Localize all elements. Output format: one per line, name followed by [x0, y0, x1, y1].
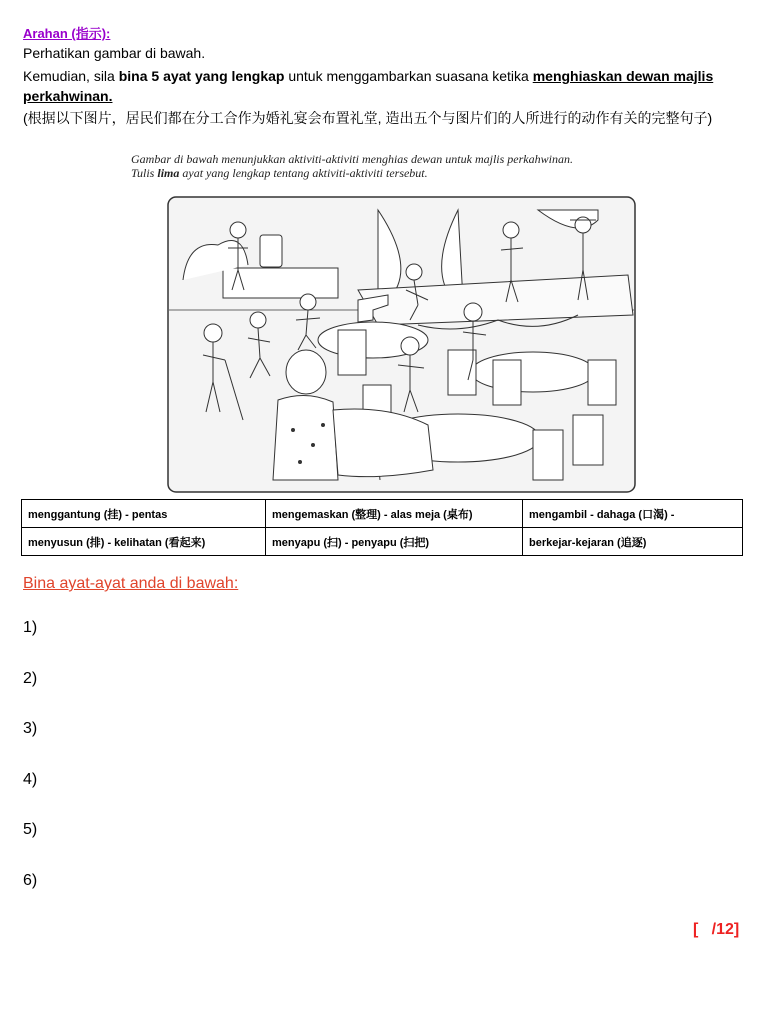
score-box: [ /12]: [693, 921, 740, 938]
answer-line-2[interactable]: 2): [23, 670, 38, 687]
vocab-cell: mengambil - dahaga (口渴) -: [523, 500, 743, 528]
illustration-caption: [131, 152, 573, 180]
caption-text: ayat yang lengkap tentang aktiviti-aktiviti tersebut.: [179, 166, 428, 180]
caption-line-1: Gambar di bawah menunjukkan aktiviti-aktiviti menghias dewan untuk majlis perkahwinan.: [131, 152, 573, 166]
instruction-text: untuk menggambarkan suasana ketika: [284, 68, 533, 84]
instructions-heading: Arahan (指示):: [23, 26, 111, 41]
table-row: [22, 528, 743, 556]
caption-bold: lima: [157, 166, 180, 180]
wedding-hall-illustration: [128, 150, 638, 495]
answer-line-6[interactable]: 6): [23, 872, 38, 889]
caption-text: Tulis: [131, 166, 158, 180]
instruction-topic: menghiaskan dewan majlis perkahwinan.: [23, 68, 714, 104]
vocab-cell: menyapu (扫) - penyapu (扫把): [266, 528, 523, 556]
instruction-bold: bina 5 ayat yang lengkap: [118, 68, 285, 84]
write-sentences-prompt: Bina ayat-ayat anda di bawah:: [23, 575, 239, 592]
answer-line-4[interactable]: 4): [23, 771, 38, 788]
answer-line-3[interactable]: 3): [23, 720, 38, 737]
answer-line-5[interactable]: 5): [23, 821, 38, 838]
caption-line-2: [131, 166, 573, 180]
instruction-line-1: Perhatikan gambar di bawah.: [23, 45, 206, 61]
vocab-cell: menyusun (排) - kelihatan (看起来): [22, 528, 266, 556]
instruction-line-2: [23, 66, 748, 106]
instruction-chinese: (根据以下图片，居民们都在分工合作为婚礼宴会布置礼堂, 造出五个与图片们的人所进行的动作有关的完整句子): [23, 110, 713, 126]
vocab-cell: menggantung (挂) - pentas: [22, 500, 266, 528]
vocab-cell: berkejar-kejaran (追逐): [523, 528, 743, 556]
vocabulary-table: [21, 499, 743, 556]
answer-line-1[interactable]: 1): [23, 619, 38, 636]
table-row: [22, 500, 743, 528]
vocab-cell: mengemaskan (整理) - alas meja (桌布): [266, 500, 523, 528]
instruction-text: Kemudian, sila: [23, 68, 119, 84]
